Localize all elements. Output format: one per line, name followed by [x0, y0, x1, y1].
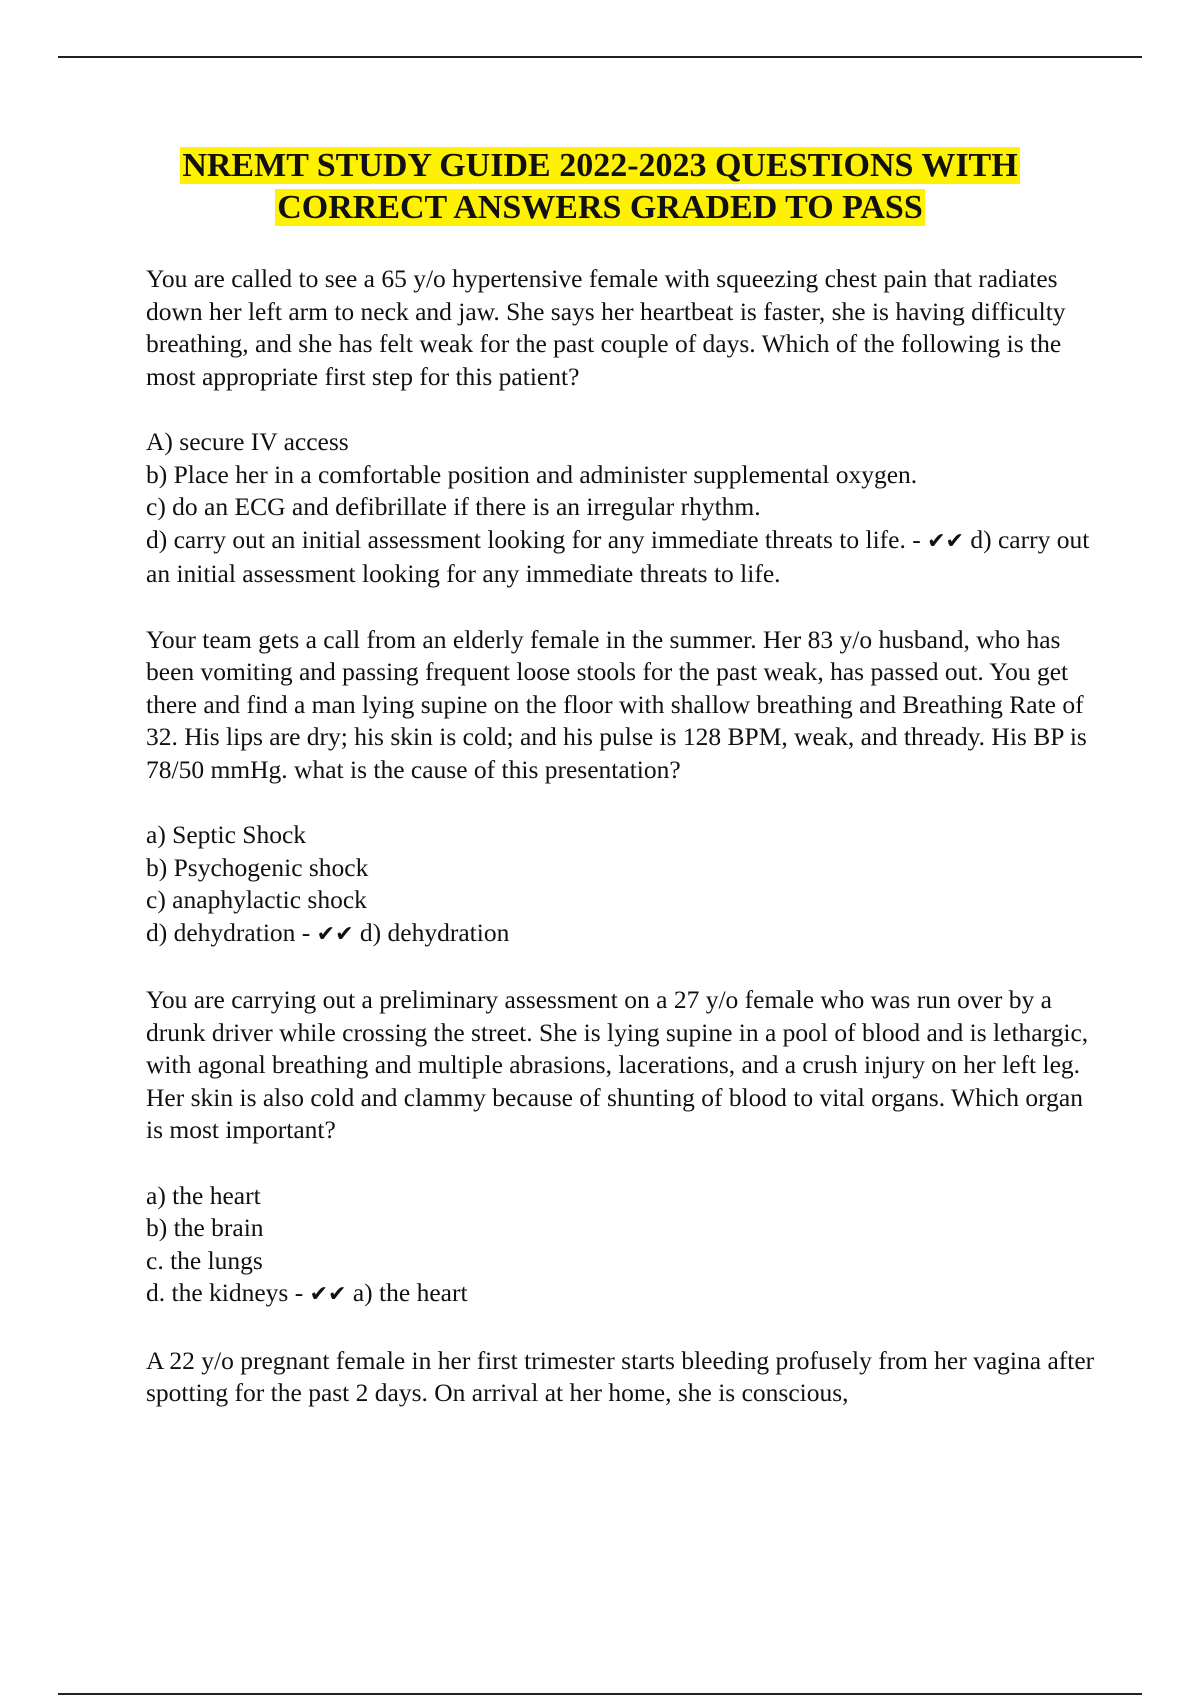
question-2-stem: Your team gets a call from an elderly female in the summer. Her 83 y/o husband, who has been vomiting and passing frequent loose stools for the past weak, has passed out. You get there and find a man lying supine on the floor with shallow breathing and Breathing Rate of 32. His lips are dry; his skin is cold; and his pulse is 128 BPM, weak, and thready. His BP is 78/50 mmHg. what is the cause of this presentation?	[146, 624, 1087, 784]
top-rule	[58, 56, 1142, 58]
question-1-options	[146, 426, 1106, 591]
document-body	[146, 263, 1106, 1443]
title-line-1: NREMT STUDY GUIDE 2022-2023 QUESTIONS WITH	[182, 147, 1018, 184]
question-3-options	[146, 1180, 1106, 1312]
question-3-option-a: a) the heart	[146, 1180, 261, 1210]
question-4-stem: A 22 y/o pregnant female in her first trimester starts bleeding profusely from her vagina after spotting for the past 2 days. On arrival at her home, she is conscious,	[146, 1345, 1095, 1407]
document-title	[60, 145, 1140, 229]
question-3-option-c: c. the lungs	[146, 1245, 263, 1275]
question-3-stem: You are carrying out a preliminary assessment on a 27 y/o female who was run over by a drunk driver while crossing the street. She is lying supine in a pool of blood and is lethargic, with agonal breathing and multiple abrasions, lacerations, and a crush injury on her left leg. Her skin is also cold and clammy because of shunting of blood to vital organs. Which organ is most important?	[146, 985, 1089, 1144]
question-3-answer: a) the heart	[352, 1278, 468, 1307]
checkmark-icon: ✔✔	[927, 528, 964, 554]
question-2-option-b: b) Psychogenic shock	[146, 852, 369, 882]
question-1-option-d: d) carry out an initial assessment looking for any immediate threats to life. -	[146, 524, 921, 554]
question-2-option-a: a) Septic Shock	[146, 820, 307, 849]
question-2-option-c: c) anaphylactic shock	[146, 885, 367, 914]
question-2-option-d: d) dehydration -	[146, 917, 311, 947]
question-1-option-b: b) Place her in a comfortable position and administer supplemental oxygen.	[146, 459, 918, 489]
question-1-option-c: c) do an ECG and defibrillate if there is an irregular rhythm.	[146, 492, 761, 521]
question-1-option-a: A) secure IV access	[146, 427, 349, 456]
question-2-options	[146, 819, 1106, 951]
checkmark-icon: ✔✔	[316, 921, 354, 947]
question-2-answer: d) dehydration	[359, 917, 510, 947]
question-3-option-b: b) the brain	[146, 1213, 264, 1242]
question-3-option-d-with-answer	[146, 1277, 1106, 1312]
question-2-option-d-with-answer	[146, 917, 1106, 952]
question-1-option-d-with-answer	[146, 524, 1106, 591]
question-1-answer: d) carry out an initial assessment looking for any immediate threats to life.	[146, 524, 1090, 588]
checkmark-icon: ✔✔	[309, 1282, 347, 1307]
question-3-option-d: d. the kidneys -	[146, 1278, 304, 1307]
question-1-stem: You are called to see a 65 y/o hypertensive female with squeezing chest pain that radiates down her left arm to neck and jaw. She says her heartbeat is faster, she is having difficulty breathing, and she has felt weak for the past couple of days. Which of the following is the most appropriate first step for this patient?	[146, 264, 1066, 391]
title-line-2: CORRECT ANSWERS GRADED TO PASS	[277, 189, 923, 226]
bottom-rule	[58, 1693, 1142, 1695]
